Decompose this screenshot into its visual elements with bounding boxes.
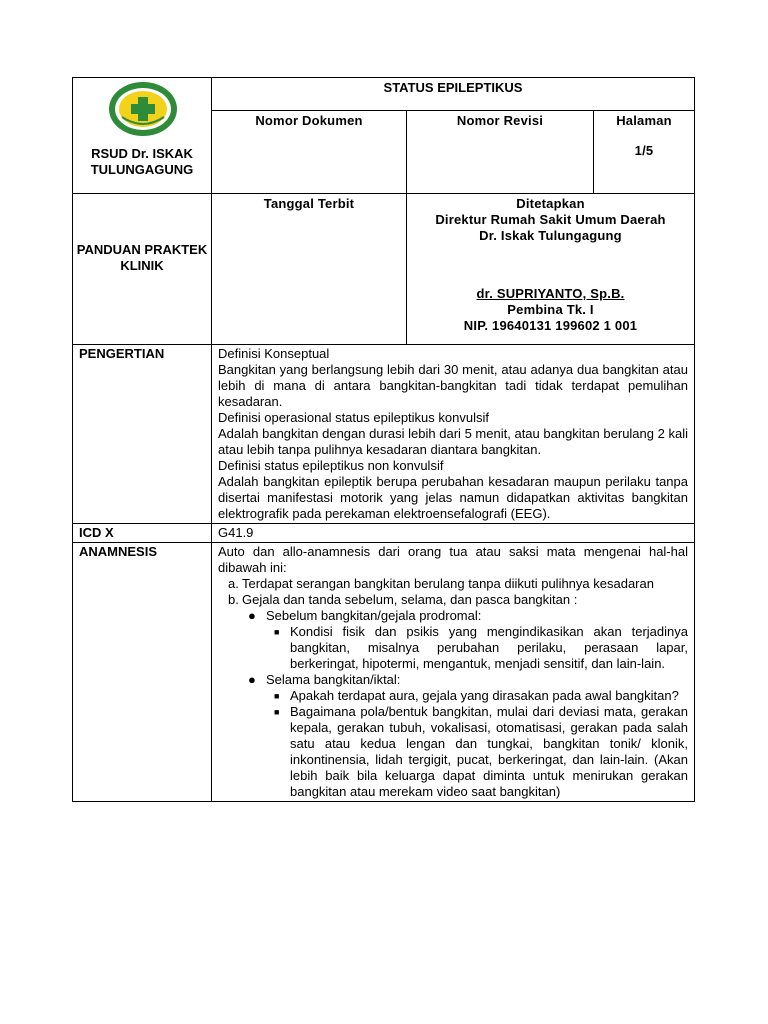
anamnesis-label: ANAMNESIS [73,543,212,802]
list-item-text: Kondisi fisik dan psikis yang mengindikasikan akan terjadinya bangkitan, misalnya perubahan perilaku, perasaan lapar, berkeringat, hipotermi, mengantuk, menjadi sensitif, dan lain-lain. [290,624,688,671]
signer-rank: Pembina Tk. I [507,302,594,317]
square-bullet-icon: ■ [274,691,280,701]
hospital-logo-icon [108,81,178,137]
list-item [248,608,688,672]
halaman-label: Halaman [616,113,672,128]
list-item [228,576,688,592]
icd-label: ICD X [73,524,212,543]
nomor-dokumen-label: Nomor Dokumen [255,113,363,128]
panduan-label: PANDUAN PRAKTEK KLINIK [76,242,208,273]
pengertian-line: Bangkitan yang berlangsung lebih dari 30 menit, atau adanya dua bangkitan atau lebih di mana di antara bangkitan-bangkitan tadi tidak terdapat pemulihan kesadaran. [218,362,688,409]
list-item-text: Terdapat serangan bangkitan berulang tanpa diikuti pulihnya kesadaran [242,576,654,591]
list-marker: a. [228,576,239,591]
hospital-name: RSUD Dr. ISKAK TULUNGAGUNG [90,146,194,177]
list-item-text: Gejala dan tanda sebelum, selama, dan pasca bangkitan : [242,592,578,607]
signer-name: dr. SUPRIYANTO, Sp.B. [476,286,625,301]
square-bullet-icon: ■ [274,627,280,637]
ditetapkan-cell [407,194,695,345]
tanggal-terbit-cell [212,194,407,345]
pengertian-label: PENGERTIAN [73,345,212,524]
halaman-cell [594,111,695,194]
signer-nip: NIP. 19640131 199602 1 001 [463,318,638,333]
list-item [274,688,688,704]
square-bullet-icon: ■ [274,707,280,717]
list-marker: b. [228,592,239,607]
list-item-text: Apakah terdapat aura, gejala yang dirasakan pada awal bangkitan? [290,688,679,703]
pengertian-line: Definisi Konseptual [218,346,330,361]
halaman-value: 1/5 [634,143,654,158]
sub-list [266,624,688,672]
nomor-revisi-label: Nomor Revisi [456,113,544,128]
pengertian-line: Definisi status epileptikus non konvulsif [218,458,444,473]
pengertian-line: Definisi operasional status epileptikus konvulsif [218,410,489,425]
icd-value: G41.9 [212,524,695,543]
anamnesis-intro: Auto dan allo-anamnesis dari orang tua atau saksi mata mengenai hal-hal dibawah ini: [218,544,688,575]
list-item [274,704,688,800]
pengertian-line: Adalah bangkitan dengan durasi lebih dari 5 menit, atau bangkitan berulang 2 kali atau lebih tanpa pulihnya kesadaran diantara bangkitan. [218,426,688,457]
phase-list [218,608,688,800]
list-item [274,624,688,672]
bullet-icon: ● [248,672,256,687]
direktur-label: Direktur Rumah Sakit Umum Daerah [435,212,666,227]
rs-name: Dr. Iskak Tulungagung [479,228,622,243]
list-item [248,672,688,800]
tanggal-terbit-label: Tanggal Terbit [263,196,355,211]
anamnesis-list [218,576,688,608]
bullet-icon: ● [248,608,256,623]
nomor-dokumen-cell [212,111,407,194]
list-item [228,592,688,608]
pengertian-line: Adalah bangkitan epileptik berupa perubahan kesadaran maupun perilaku tanpa disertai manifestasi motorik yang jelas namun didapatkan aktivitas bangkitan elektrografik pada perekaman elektroensefalografi (EEG). [218,474,688,521]
nomor-revisi-cell [407,111,594,194]
list-item-text: Selama bangkitan/iktal: [266,672,401,687]
document [72,77,694,802]
list-item-text: Sebelum bangkitan/gejala prodromal: [266,608,482,623]
anamnesis-content [212,543,695,802]
panduan-cell [73,194,212,345]
ppk-table [72,77,695,802]
ditetapkan-label: Ditetapkan [516,196,585,211]
list-item-text: Bagaimana pola/bentuk bangkitan, mulai dari deviasi mata, gerakan kepala, gerakan tubuh, vokalisasi, otomatisasi, gerakan pada salah satu atau kedua lengan dan tungkai, bangkitan tonik/ klonik, inkontinensia, lidah tergigit, pucat, berkeringat, dan lain-lain. (Akan lebih baik bila keluarga dapat diminta untuk menirukan gerakan bangkitan atau merekam video saat bangkitan) [290,704,688,799]
document-title: STATUS EPILEPTIKUS [212,78,695,111]
hospital-cell [73,78,212,194]
sub-list [266,688,688,800]
pengertian-content [212,345,695,524]
